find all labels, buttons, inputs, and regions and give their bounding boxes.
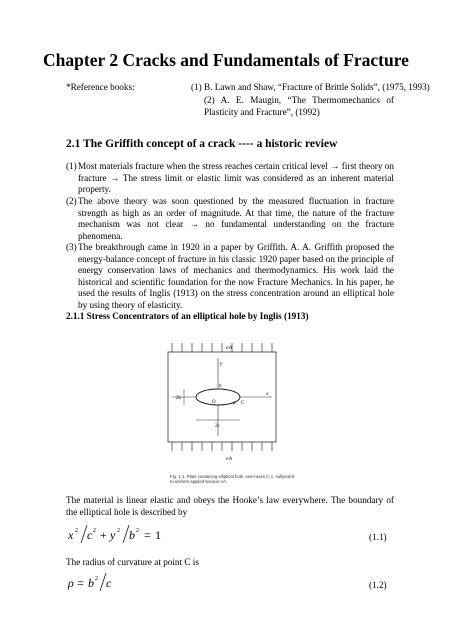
tension-arrows-bottom xyxy=(172,442,272,451)
svg-text:=: = xyxy=(144,528,151,542)
list-item-text: Most materials fracture when the stress reaches certain critical level → first theory on fracture → The stress limit or elastic limit was considered as an inherent material property. xyxy=(78,161,394,194)
two-b-label: 2b xyxy=(176,396,181,401)
list-item-text: The breakthrough came in 1920 in a paper by Griffith. A. A. Griffith proposed the energy-balance concept of fracture in his classic 1920 paper based on the principle of energy conservation laws of mechanics and thermodynamics. His work laid the historical and scientific foundation for the now Fracture Mechanics. In his paper, he used the results of Inglis (1913) on the stress concentration around an elliptical hole by using theory of elasticity. xyxy=(78,242,394,310)
equation-2 xyxy=(66,570,136,594)
subsection-heading: 2.1.1 Stress Concentrators of an elliptical hole by Inglis (1913) xyxy=(66,311,309,321)
origin-label: O xyxy=(212,400,216,405)
c-point-label: C xyxy=(241,401,245,406)
svg-text:b: b xyxy=(88,576,94,590)
section-heading: 2.1 The Griffith concept of a crack ---- a historic review xyxy=(66,138,338,150)
equation-1 xyxy=(66,522,176,546)
list-item-number: (1) xyxy=(66,161,77,171)
svg-text:2: 2 xyxy=(136,528,139,534)
svg-text:2: 2 xyxy=(95,576,98,582)
chapter-title: Chapter 2 Cracks and Fundamentals of Fracture xyxy=(43,50,409,70)
svg-text:2: 2 xyxy=(75,528,78,534)
equation-1-number: (1.1) xyxy=(369,532,387,542)
svg-text:c: c xyxy=(87,528,93,542)
rho-label: ρ xyxy=(233,401,236,406)
sigma-label-bottom: σA xyxy=(226,457,233,462)
svg-text:2: 2 xyxy=(117,528,120,534)
x-label: x xyxy=(266,391,269,397)
equation-2-number: (1.2) xyxy=(369,580,387,590)
svg-text:c: c xyxy=(106,576,112,590)
b-label: b xyxy=(219,384,222,389)
list-item-number: (2) xyxy=(66,196,77,206)
svg-text:2: 2 xyxy=(93,528,96,534)
list-item-text: The above theory was soon questioned by the measured fluctuation in fracture strength as high as an order of magnitude. At that time, the nature of the fracture mechanism was not clear → no fundamental understanding on the fracture phenomena. xyxy=(78,196,394,241)
references-label: *Reference books: xyxy=(66,82,135,92)
body-paragraph: The material is linear elastic and obeys the Hooke’s law everywhere. The boundary of the elliptical hole is described by xyxy=(66,495,394,517)
sigma-label-top: σA xyxy=(226,346,233,351)
figure-caption: Fig. 1.1. Plate containing elliptical hole, semi-axes b, c, subjected to uniform applied tension σA. xyxy=(170,474,294,485)
list-item-number: (3) xyxy=(66,242,77,252)
reference-2: (2) A. E. Maugin, “The Thermomechanics of Plasticity and Fracture”, (1992) xyxy=(204,95,394,117)
svg-text:ρ: ρ xyxy=(68,576,74,590)
reference-1: (1) B. Lawn and Shaw, “Fracture of Brittle Solids”, (1975, 1993) xyxy=(191,82,430,92)
elliptical-hole-figure xyxy=(160,338,295,473)
svg-text:+: + xyxy=(100,528,107,542)
svg-text:x: x xyxy=(68,528,74,542)
tension-arrows-top xyxy=(172,343,272,352)
two-c-label: 2c xyxy=(215,424,220,429)
body-paragraph: The radius of curvature at point C is xyxy=(66,557,199,567)
svg-text:=: = xyxy=(77,576,84,590)
svg-text:1: 1 xyxy=(155,528,161,542)
svg-text:y: y xyxy=(110,528,116,542)
svg-text:b: b xyxy=(129,528,135,542)
y-label: y xyxy=(220,361,223,367)
